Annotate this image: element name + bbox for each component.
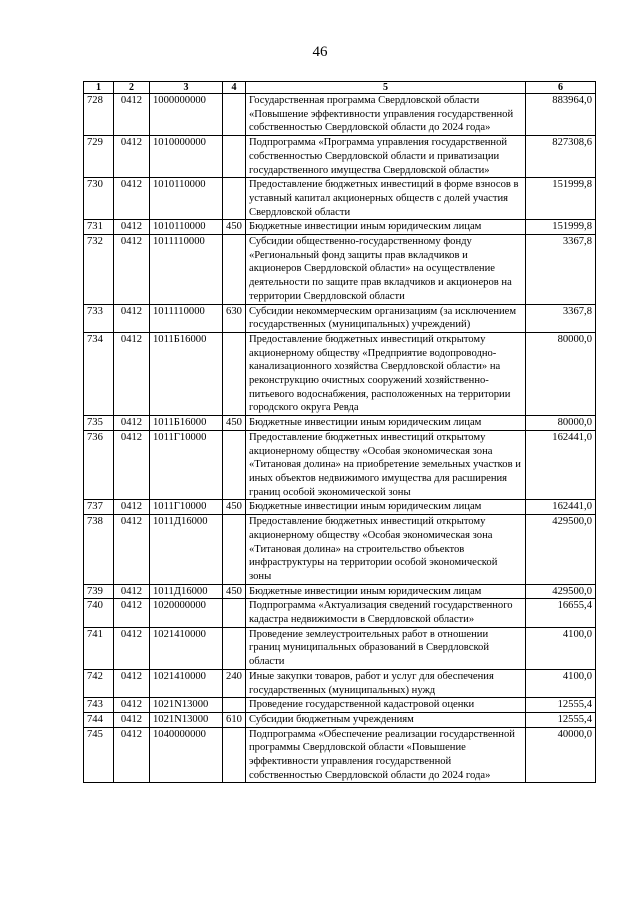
header-col-1: 1 [84,82,114,94]
expense-type: 450 [223,500,246,515]
table-row [84,332,596,415]
item-name: Подпрограмма «Обеспечение реализации государственной программы Свердловской области «Повышение эффективности управления государственной собственностью Свердловской области до 2024 года» [246,727,526,783]
item-name: Бюджетные инвестиции иным юридическим лицам [246,500,526,515]
target-code: 1011Г10000 [150,500,223,515]
item-name: Предоставление бюджетных инвестиций открытому акционерному обществу «Особая экономическая зона «Титановая долина» на приобретение земельных участков и иных объектов недвижимого имущества для расширения границ особой экономической зоны [246,430,526,500]
target-code: 1010110000 [150,220,223,235]
item-name: Субсидии общественно-государственному фонду «Региональный фонд защиты прав вкладчиков и акционеров Свердловской области» на осуществление деятельности по защите прав вкладчиков и акционеров на территории Свердловской области [246,235,526,305]
expense-type [223,698,246,713]
target-code: 1040000000 [150,727,223,783]
amount: 162441,0 [526,500,596,515]
target-code: 1021410000 [150,627,223,669]
section-code: 0412 [114,220,150,235]
section-code: 0412 [114,727,150,783]
header-row [84,82,596,94]
item-name: Субсидии некоммерческим организациям (за исключением государственных (муниципальных) учреждений) [246,304,526,332]
budget-table [83,81,596,783]
expense-type: 450 [223,584,246,599]
target-code: 1000000000 [150,94,223,136]
expense-type [223,627,246,669]
item-name: Иные закупки товаров, работ и услуг для обеспечения государственных (муниципальных) нужд [246,669,526,697]
target-code: 1011Д16000 [150,515,223,585]
section-code: 0412 [114,515,150,585]
row-number: 728 [84,94,114,136]
table-row [84,416,596,431]
section-code: 0412 [114,698,150,713]
section-code: 0412 [114,178,150,220]
table-row [84,727,596,783]
section-code: 0412 [114,712,150,727]
table-row [84,178,596,220]
row-number: 745 [84,727,114,783]
table-row [84,136,596,178]
amount: 4100,0 [526,669,596,697]
table-row [84,584,596,599]
expense-type: 240 [223,669,246,697]
section-code: 0412 [114,136,150,178]
table-row [84,599,596,627]
expense-type [223,599,246,627]
expense-type: 630 [223,304,246,332]
row-number: 744 [84,712,114,727]
section-code: 0412 [114,416,150,431]
item-name: Бюджетные инвестиции иным юридическим лицам [246,584,526,599]
row-number: 730 [84,178,114,220]
amount: 883964,0 [526,94,596,136]
expense-type [223,178,246,220]
amount: 3367,8 [526,304,596,332]
row-number: 736 [84,430,114,500]
target-code: 1021N13000 [150,712,223,727]
row-number: 738 [84,515,114,585]
amount: 151999,8 [526,178,596,220]
target-code: 1011110000 [150,304,223,332]
expense-type [223,727,246,783]
amount: 162441,0 [526,430,596,500]
table-row [84,430,596,500]
row-number: 742 [84,669,114,697]
amount: 429500,0 [526,584,596,599]
item-name: Бюджетные инвестиции иным юридическим лицам [246,416,526,431]
header-col-2: 2 [114,82,150,94]
row-number: 740 [84,599,114,627]
amount: 3367,8 [526,235,596,305]
section-code: 0412 [114,235,150,305]
expense-type [223,515,246,585]
section-code: 0412 [114,332,150,415]
amount: 429500,0 [526,515,596,585]
expense-type [223,136,246,178]
expense-type [223,94,246,136]
item-name: Предоставление бюджетных инвестиций в форме взносов в уставный капитал акционерных обществ с долей участия Свердловской области [246,178,526,220]
row-number: 735 [84,416,114,431]
expense-type [223,235,246,305]
header-col-3: 3 [150,82,223,94]
section-code: 0412 [114,584,150,599]
item-name: Проведение государственной кадастровой оценки [246,698,526,713]
target-code: 1021N13000 [150,698,223,713]
row-number: 737 [84,500,114,515]
table-row [84,500,596,515]
expense-type [223,332,246,415]
expense-type: 450 [223,416,246,431]
header-col-4: 4 [223,82,246,94]
target-code: 1011110000 [150,235,223,305]
item-name: Подпрограмма «Актуализация сведений государственного кадастра недвижимости в Свердловской области» [246,599,526,627]
item-name: Бюджетные инвестиции иным юридическим лицам [246,220,526,235]
target-code: 1021410000 [150,669,223,697]
section-code: 0412 [114,94,150,136]
item-name: Предоставление бюджетных инвестиций открытому акционерному обществу «Предприятие водопроводно-канализационного хозяйства Свердловской области» на реконструкцию очистных сооружений хозяйственно-питьевого водоснабжения, расположенных на территории городского округа Ревда [246,332,526,415]
target-code: 1011Б16000 [150,332,223,415]
item-name: Субсидии бюджетным учреждениям [246,712,526,727]
expense-type: 450 [223,220,246,235]
amount: 12555,4 [526,712,596,727]
row-number: 734 [84,332,114,415]
table-row [84,698,596,713]
amount: 80000,0 [526,332,596,415]
row-number: 741 [84,627,114,669]
row-number: 743 [84,698,114,713]
section-code: 0412 [114,500,150,515]
amount: 827308,6 [526,136,596,178]
item-name: Государственная программа Свердловской области «Повышение эффективности управления государственной собственностью Свердловской области до 2024 года» [246,94,526,136]
row-number: 732 [84,235,114,305]
row-number: 733 [84,304,114,332]
expense-type [223,430,246,500]
target-code: 1020000000 [150,599,223,627]
item-name: Проведение землеустроительных работ в отношении границ муниципальных образований в Свердловской области [246,627,526,669]
page-number: 46 [312,44,328,60]
table-row [84,515,596,585]
amount: 151999,8 [526,220,596,235]
table-row [84,94,596,136]
row-number: 729 [84,136,114,178]
header-col-6: 6 [526,82,596,94]
target-code: 1010110000 [150,178,223,220]
target-code: 1011Г10000 [150,430,223,500]
table-body [84,94,596,783]
target-code: 1010000000 [150,136,223,178]
row-number: 731 [84,220,114,235]
section-code: 0412 [114,430,150,500]
expense-type: 610 [223,712,246,727]
section-code: 0412 [114,304,150,332]
table-row [84,304,596,332]
amount: 16655,4 [526,599,596,627]
amount: 40000,0 [526,727,596,783]
table-row [84,220,596,235]
table-row [84,627,596,669]
table-row [84,235,596,305]
target-code: 1011Д16000 [150,584,223,599]
section-code: 0412 [114,599,150,627]
table-row [84,669,596,697]
amount: 80000,0 [526,416,596,431]
table-row [84,712,596,727]
amount: 12555,4 [526,698,596,713]
section-code: 0412 [114,669,150,697]
amount: 4100,0 [526,627,596,669]
item-name: Предоставление бюджетных инвестиций открытому акционерному обществу «Особая экономическая зона «Титановая долина» на строительство объектов инфраструктуры на территории особой экономической зоны [246,515,526,585]
header-col-5: 5 [246,82,526,94]
target-code: 1011Б16000 [150,416,223,431]
item-name: Подпрограмма «Программа управления государственной собственностью Свердловской области и приватизации государственного имущества Свердловской области» [246,136,526,178]
section-code: 0412 [114,627,150,669]
row-number: 739 [84,584,114,599]
